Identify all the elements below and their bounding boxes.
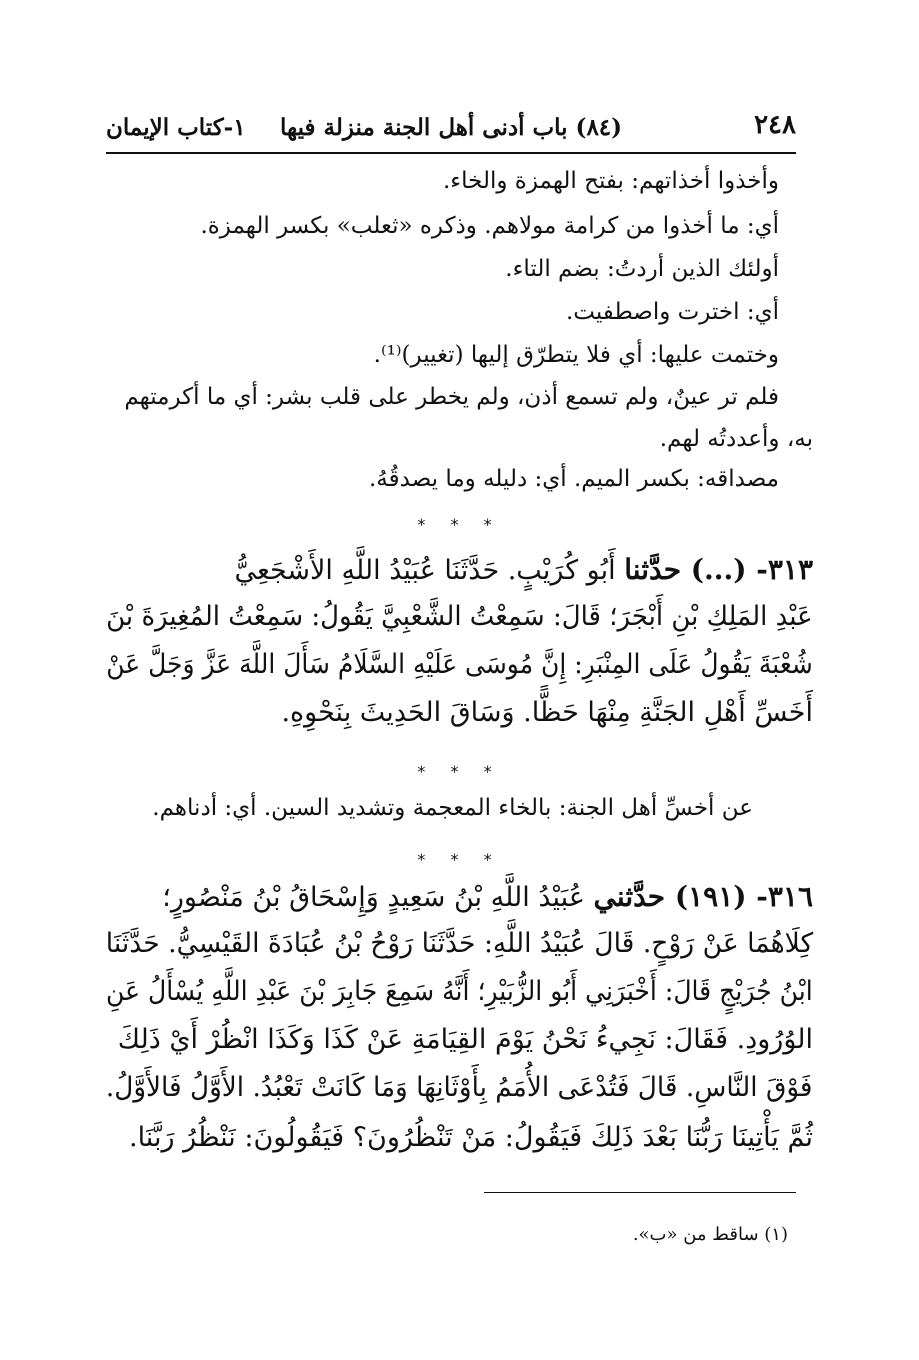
section-separator: * * * (417, 515, 502, 534)
section-separator: * * * (417, 762, 502, 781)
hadith-line: ثُمَّ يَأْتِينَا رَبُّنَا بَعْدَ ذَلِكَ فَيَقُولُ: مَنْ تَنْظُرُونَ؟ فَيَقُولُونَ: نَنْظُرُ رَبَّنَا. (128, 1122, 813, 1153)
hadith-note: عن أخسِّ أهل الجنة: بالخاء المعجمة وتشديد السين. أي: أدناهم. (152, 795, 753, 821)
glossary-line: به، وأعددتُه لهم. (659, 426, 813, 452)
hadith-text: أَبُو كُرَيْبٍ. حَدَّثَنَا عُبَيْدُ اللَّهِ الأَشْجَعِيُّ (234, 555, 616, 586)
glossary-line: أي: ما أخذوا من كرامة مولاهم. وذكره «ثعلب» بكسر الهمزة. (200, 213, 779, 239)
chapter-title: (٨٤) باب أدنى أهل الجنة منزلة فيها (279, 114, 623, 141)
hadith-line: كِلَاهُمَا عَنْ رَوْحٍ. قَالَ عُبَيْدُ اللَّهِ: حَدَّثَنَا رَوْحُ بْنُ عُبَادَةَ القَيْسِيُّ. حَدَّثَنَا (105, 928, 813, 959)
glossary-line: مصداقه: بكسر الميم. أي: دليله وما يصدقُهُ. (368, 466, 779, 492)
footnote-rule (484, 1192, 796, 1193)
hadith-number: ٣١٣- (...) حدَّثنا (624, 553, 813, 586)
hadith-line: الوُرُودِ. فَقَالَ: نَجِيءُ نَحْنُ يَوْمَ القِيَامَةِ عَنْ كَذَا وَكَذَا انْظُرْ أَيْ ذَلِكَ (117, 1024, 813, 1055)
glossary-line: فلم تر عينٌ، ولم تسمع أذن، ولم يخطر على قلب بشر: أي ما أكرمتهم (124, 384, 779, 410)
hadith-line: عَبْدِ المَلِكِ بْنِ أَبْجَرَ؛ قَالَ: سَمِعْتُ الشَّعْبِيَّ يَقُولُ: سَمِعْتُ المُغِيرَةَ بْنَ (106, 601, 813, 632)
hadith-line: فَوْقَ النَّاسِ. قَالَ فَتُدْعَى الأُمَمُ بِأَوْثَانِهَا وَمَا كَانَتْ تَعْبُدُ. الأَوَّلُ فَالأَوَّلُ. (106, 1072, 813, 1103)
hadith-line (162, 880, 813, 914)
glossary-line: وختمت عليها: أي فلا يتطرّق إليها (تغيير)⁽¹⁾. (373, 342, 779, 368)
footnote: (١) ساقط من «ب». (632, 1224, 788, 1245)
page-number: ٢٤٨ (754, 110, 796, 140)
glossary-line: وأخذوا أخذاتهم: بفتح الهمزة والخاء. (442, 168, 779, 194)
hadith-number: ٣١٦- (١٩١) حدَّثني (593, 880, 813, 913)
glossary-line: أي: اخترت واصطفيت. (565, 299, 779, 325)
section-separator: * * * (417, 850, 502, 869)
hadith-line (234, 553, 813, 587)
hadith-line: ابْنُ جُرَيْجٍ قَالَ: أَخْبَرَنِي أَبُو الزُّبَيْرِ؛ أَنَّهُ سَمِعَ جَابِرَ بْنَ عَبْدِ اللَّهِ يُسْأَلُ عَنِ (106, 976, 813, 1007)
hadith-line: شُعْبَةَ يَقُولُ عَلَى المِنْبَرِ: إِنَّ مُوسَى عَلَيْهِ السَّلَامُ سَأَلَ اللَّهَ عَزَّ وَجَلَّ عَنْ (106, 649, 813, 680)
page-header (106, 108, 796, 154)
hadith-text: عُبَيْدُ اللَّهِ بْنُ سَعِيدٍ وَإِسْحَاقُ بْنُ مَنْصُورٍ؛ (162, 882, 585, 913)
book-title: ١-كتاب الإيمان (106, 114, 246, 141)
glossary-line: أولئك الذين أردتُ: بضم التاء. (505, 256, 779, 282)
hadith-line: أَخَسِّ أَهْلِ الجَنَّةِ مِنْهَا حَظًّا. وَسَاقَ الحَدِيثَ بِنَحْوِهِ. (281, 697, 813, 728)
